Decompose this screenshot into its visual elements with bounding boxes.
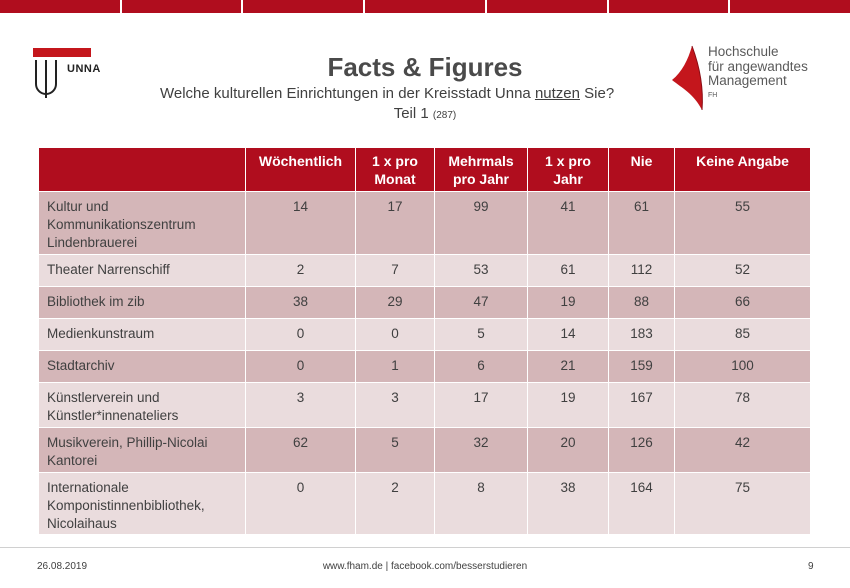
row-label: Künstlerverein und Künstler*innenateliers [39, 383, 246, 428]
table-cell: 19 [528, 383, 609, 428]
table-cell: 75 [675, 473, 811, 535]
table-cell: 2 [356, 473, 435, 535]
top-bar-segment [365, 0, 487, 13]
column-header [39, 148, 246, 192]
fham-logo-line: Management [708, 73, 787, 88]
table-cell: 159 [609, 351, 675, 383]
top-bar-segment [122, 0, 244, 13]
table-cell: 7 [356, 255, 435, 287]
table-cell: 0 [356, 319, 435, 351]
page-title: Facts & Figures [327, 52, 523, 82]
table-row [39, 319, 811, 351]
table-cell: 112 [609, 255, 675, 287]
unna-logo-text: UNNA [67, 63, 101, 75]
row-label: Kultur und Kommunikationszentrum Lindenbrauerei [39, 192, 246, 255]
table-cell: 61 [528, 255, 609, 287]
table-cell: 78 [675, 383, 811, 428]
table-cell: 38 [246, 287, 356, 319]
table-cell: 62 [246, 428, 356, 473]
fham-logo-superscript: FH [708, 91, 718, 99]
table-row [39, 287, 811, 319]
table-cell: 17 [435, 383, 528, 428]
table-cell: 53 [435, 255, 528, 287]
table-cell: 100 [675, 351, 811, 383]
top-bar-segment [487, 0, 609, 13]
table-row [39, 473, 811, 535]
column-header: Wöchentlich [246, 148, 356, 192]
part-text: Teil 1 [393, 105, 433, 122]
table-cell: 2 [246, 255, 356, 287]
top-bar-segment [243, 0, 365, 13]
top-bar-segment [730, 0, 850, 13]
table-cell: 66 [675, 287, 811, 319]
table-cell: 17 [356, 192, 435, 255]
table-cell: 47 [435, 287, 528, 319]
table-cell: 32 [435, 428, 528, 473]
table-cell: 0 [246, 351, 356, 383]
table-cell: 99 [435, 192, 528, 255]
table-cell: 167 [609, 383, 675, 428]
footer-date: 26.08.2019 [37, 561, 88, 572]
column-header: Keine Angabe [675, 148, 811, 192]
table-cell: 41 [528, 192, 609, 255]
row-label: Bibliothek im zib [39, 287, 246, 319]
footer-divider [0, 547, 850, 548]
subtitle-end: Sie? [579, 85, 615, 102]
table-cell: 14 [528, 319, 609, 351]
top-bar-segment [0, 0, 122, 13]
table-row [39, 351, 811, 383]
page-number: 9 [808, 561, 814, 572]
table-header-row [39, 148, 811, 192]
footer-links: www.fham.de | facebook.com/besserstudieren [322, 561, 528, 572]
top-bar-segment [609, 0, 731, 13]
subtitle-underlined: nutzen [534, 85, 580, 102]
column-header: Mehrmals pro Jahr [435, 148, 528, 192]
table-row [39, 428, 811, 473]
row-label: Internationale Komponistinnenbibliothek, Nicolaihaus [39, 473, 246, 535]
table-cell: 29 [356, 287, 435, 319]
table-cell: 3 [246, 383, 356, 428]
fham-logo-line: Hochschule [708, 44, 779, 59]
column-header: 1 x pro Jahr [528, 148, 609, 192]
part-label [0, 105, 850, 122]
page-subtitle [160, 85, 614, 102]
table-row [39, 192, 811, 255]
fham-logo-line: für angewandtes [708, 58, 808, 74]
table-cell: 85 [675, 319, 811, 351]
table-cell: 3 [356, 383, 435, 428]
row-label: Theater Narrenschiff [39, 255, 246, 287]
table-cell: 52 [675, 255, 811, 287]
table-cell: 164 [609, 473, 675, 535]
table-cell: 21 [528, 351, 609, 383]
table-row [39, 383, 811, 428]
usage-table [38, 147, 811, 535]
top-accent-bar [0, 0, 850, 13]
table-cell: 6 [435, 351, 528, 383]
row-label: Musikverein, Phillip-Nicolai Kantorei [39, 428, 246, 473]
table-cell: 1 [356, 351, 435, 383]
table-cell: 42 [675, 428, 811, 473]
sample-size: (287) [432, 110, 457, 121]
table-cell: 14 [246, 192, 356, 255]
column-header: 1 x pro Monat [356, 148, 435, 192]
row-label: Stadtarchiv [39, 351, 246, 383]
table-cell: 61 [609, 192, 675, 255]
table-cell: 20 [528, 428, 609, 473]
table-row [39, 255, 811, 287]
table-cell: 8 [435, 473, 528, 535]
table-cell: 55 [675, 192, 811, 255]
table-cell: 5 [435, 319, 528, 351]
row-label: Medienkunstraum [39, 319, 246, 351]
column-header: Nie [609, 148, 675, 192]
table-cell: 19 [528, 287, 609, 319]
table-cell: 5 [356, 428, 435, 473]
table-cell: 0 [246, 319, 356, 351]
table-cell: 183 [609, 319, 675, 351]
table-cell: 0 [246, 473, 356, 535]
table-cell: 126 [609, 428, 675, 473]
table-cell: 38 [528, 473, 609, 535]
table-cell: 88 [609, 287, 675, 319]
subtitle-text: Welche kulturellen Einrichtungen in der Kreisstadt Unna [160, 85, 535, 102]
